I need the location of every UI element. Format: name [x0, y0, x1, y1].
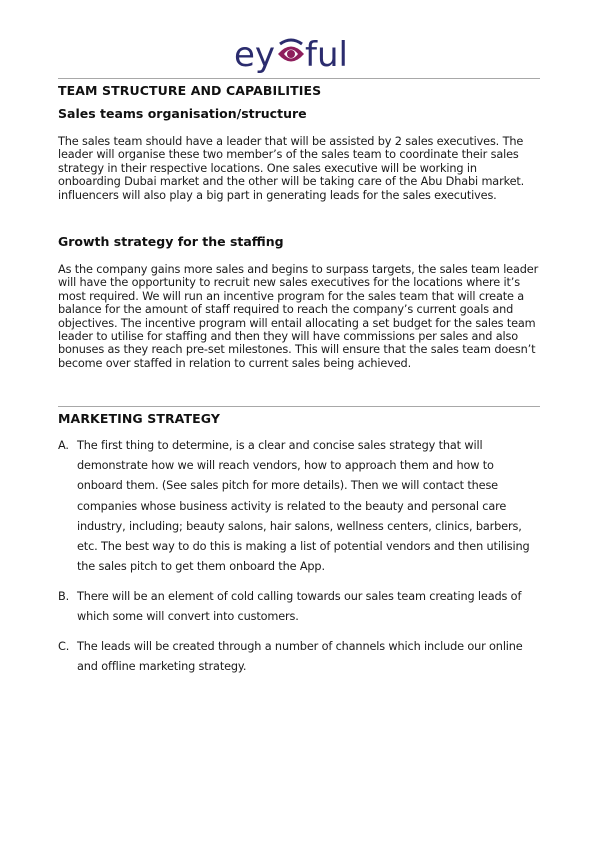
- growth-strategy-subheading: Growth strategy for the staffing: [58, 234, 284, 249]
- team-structure-heading: TEAM STRUCTURE AND CAPABILITIES: [58, 83, 322, 98]
- marketing-strategy-heading: MARKETING STRATEGY: [58, 411, 220, 426]
- list-item-letter: C.: [58, 639, 70, 653]
- growth-strategy-paragraph: As the company gains more sales and begins to surpass targets, the sales team leader will have the opportunity to recruit new sales executives for the locations where it’s most required. We will run an incentive program for the sales team that will create a balance for the amount of staff required to reach the company’s current goals and objectives. The incentive program will entail allocating a set budget for the sales team leader to utilise for staffing and then they will have commissions per sales and also bonuses as they reach pre-set milestones. This will ensure that the sales team doesn’t become over staffed in relation to current sales being achieved.: [58, 263, 539, 370]
- list-item-letter: B.: [58, 589, 70, 603]
- sales-teams-paragraph: The sales team should have a leader that will be assisted by 2 sales executives. The leader will organise these two member’s of the sales team to coordinate their sales strategy in their respective locations. One sales executive will be working in onboarding Dubai market and the other will be taking care of the Abu Dhabi market. influencers will also play a big part in generating leads for the sales executives.: [58, 135, 525, 202]
- logo-text-right: ful: [305, 35, 348, 75]
- list-item-letter: A.: [58, 439, 69, 452]
- marketing-strategy-list: [58, 436, 542, 687]
- list-item-text: The first thing to determine, is a clear and concise sales strategy that will demonstrate how we will reach vendors, how to approach them and how to onboard them. (See sales pitch for more details). Then we will contact these companies whose business activity is related to the beauty and personal care industry, including; beauty salons, hair salons, wellness centers, clinics, barbers, etc. The best way to do this is making a list of potential vendors and then utilising the sales pitch to get them onboard the App.: [77, 439, 530, 574]
- section-divider: [58, 406, 540, 407]
- eyeful-logo: [232, 30, 366, 78]
- list-item: [58, 587, 542, 627]
- list-item-text: There will be an element of cold calling towards our sales team creating leads of which some will convert into customers.: [77, 589, 522, 624]
- list-item-text: The leads will be created through a number of channels which include our online and offline marketing strategy.: [77, 639, 523, 674]
- top-divider: [58, 78, 540, 79]
- logo-text-left: ey: [234, 35, 276, 75]
- list-item: [58, 436, 542, 577]
- list-item: [58, 637, 542, 677]
- eye-icon: [278, 40, 304, 62]
- sales-teams-subheading: Sales teams organisation/structure: [58, 106, 307, 121]
